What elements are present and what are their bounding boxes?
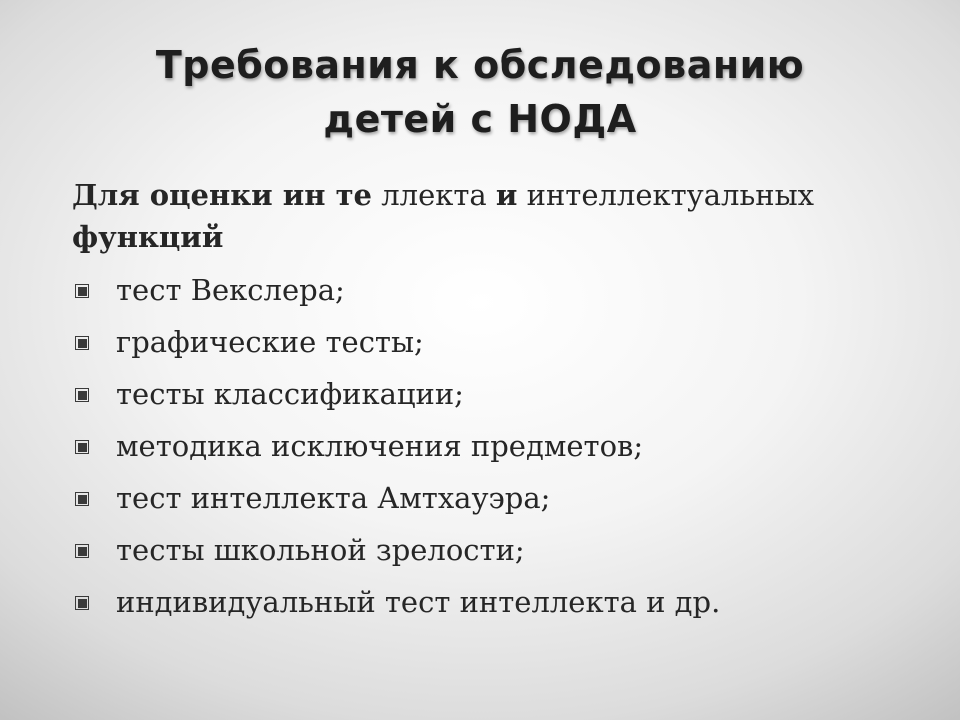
square-bullet-icon xyxy=(75,492,89,506)
list-item xyxy=(72,264,912,316)
square-bullet-icon xyxy=(75,596,89,610)
intro-bold-2: и xyxy=(495,178,518,212)
intro-normal-1: ллекта xyxy=(381,178,487,212)
list-item xyxy=(72,472,912,524)
slide-title xyxy=(40,38,920,146)
list-item-text: тест интеллекта Амтхауэра; xyxy=(116,481,551,515)
square-bullet-icon xyxy=(75,544,89,558)
square-bullet-icon xyxy=(75,440,89,454)
intro-bold-1: Для оценки ин те xyxy=(72,178,372,212)
list-item-text: тест Векслера; xyxy=(116,273,345,307)
list-item xyxy=(72,576,912,628)
square-bullet-icon xyxy=(75,284,89,298)
list-item xyxy=(72,524,912,576)
list-item xyxy=(72,420,912,472)
intro-text xyxy=(72,174,912,258)
list-item-text: методика исключения предметов; xyxy=(116,429,644,463)
intro-normal-2: интеллектуальных xyxy=(526,178,815,212)
list-item xyxy=(72,316,912,368)
test-list xyxy=(72,264,912,628)
list-item-text: тесты школьной зрелости; xyxy=(116,533,525,567)
square-bullet-icon xyxy=(75,336,89,350)
list-item-text: графические тесты; xyxy=(116,325,424,359)
list-item-text: тесты классификации; xyxy=(116,377,464,411)
slide-title-line-2: детей с НОДА xyxy=(323,97,637,141)
slide-body xyxy=(72,174,912,628)
list-item-text: индивидуальный тест интеллекта и др. xyxy=(116,585,721,619)
list-item xyxy=(72,368,912,420)
slide-title-line-1: Требования к обследованию xyxy=(155,43,805,87)
intro-bold-3: функций xyxy=(72,220,224,254)
square-bullet-icon xyxy=(75,388,89,402)
